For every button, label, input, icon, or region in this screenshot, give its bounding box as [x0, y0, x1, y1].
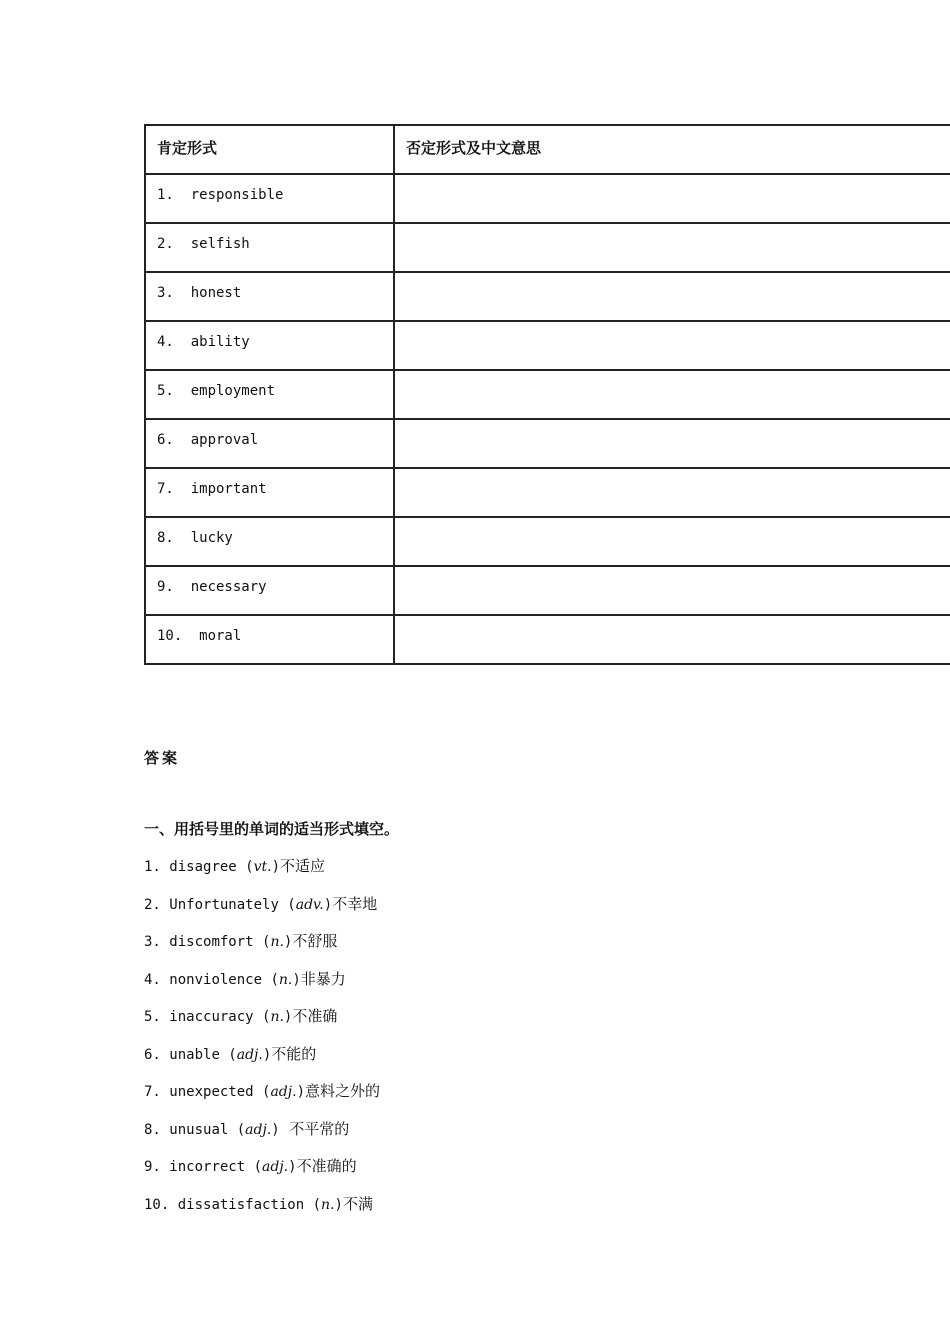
word-cell: 2. selfish — [145, 223, 394, 272]
item-number: 7. — [144, 1084, 161, 1100]
item-part-of-speech: adj. — [262, 1159, 289, 1175]
item-number: 5. — [144, 1009, 161, 1025]
section-title: 一、用括号里的单词的适当形式填空。 — [144, 820, 400, 838]
item-meaning: 不准确的 — [296, 1157, 357, 1175]
item-word: unusual — [169, 1121, 229, 1138]
item-word: incorrect — [169, 1159, 246, 1175]
list-item: 10. dissatisfaction (n.)不满 — [144, 1194, 373, 1213]
item-word: disagree — [169, 859, 237, 875]
item-part-of-speech: adv. — [295, 896, 324, 913]
item-meaning: 不幸地 — [332, 894, 378, 913]
word-cell: 6. approval — [145, 419, 394, 468]
list-item: 1. disagree (vt.)不适应 — [144, 857, 326, 875]
word-cell: 7. important — [145, 468, 394, 517]
item-number: 4. — [144, 971, 161, 988]
table-row — [145, 272, 950, 321]
item-part-of-speech: n. — [270, 934, 284, 950]
item-meaning: 不适应 — [280, 857, 326, 875]
list-item: 6. unable (adj.)不能的 — [144, 1044, 317, 1063]
item-part-of-speech: adj. — [236, 1046, 263, 1063]
item-part-of-speech: n. — [270, 1009, 284, 1025]
word-forms-table — [144, 124, 950, 665]
header-affirmative: 肯定形式 — [145, 125, 394, 174]
list-item: 3. discomfort (n.)不舒服 — [144, 932, 338, 950]
word-cell: 8. lucky — [145, 517, 394, 566]
table-row — [145, 517, 950, 566]
answer-cell[interactable] — [394, 615, 950, 664]
item-meaning: 不平常的 — [279, 1119, 350, 1138]
item-word: dissatisfaction — [177, 1196, 305, 1213]
item-part-of-speech: n. — [321, 1196, 335, 1213]
table-row — [145, 174, 950, 223]
table-row — [145, 566, 950, 615]
item-number: 2. — [144, 896, 161, 913]
item-part-of-speech: n. — [278, 971, 293, 988]
item-number: 3. — [144, 934, 161, 950]
table-row — [145, 615, 950, 664]
list-item: 4. nonviolence (n.)非暴力 — [144, 969, 346, 988]
item-meaning: 不能的 — [271, 1044, 317, 1063]
table-header-row — [145, 125, 950, 174]
item-number: 8. — [144, 1121, 161, 1138]
item-word: discomfort — [169, 934, 254, 950]
item-part-of-speech: adj. — [245, 1121, 272, 1138]
item-part-of-speech: adj. — [270, 1084, 297, 1100]
table-row — [145, 419, 950, 468]
item-word: Unfortunately — [169, 896, 279, 913]
word-cell: 9. necessary — [145, 566, 394, 615]
answer-cell[interactable] — [394, 419, 950, 468]
answer-cell[interactable] — [394, 272, 950, 321]
table-row — [145, 321, 950, 370]
item-number: 1. — [144, 859, 161, 875]
header-negative-meaning: 否定形式及中文意思 — [394, 125, 950, 174]
answer-cell[interactable] — [394, 174, 950, 223]
answer-list — [144, 856, 380, 1231]
item-meaning: 不准确 — [292, 1007, 338, 1025]
table-row — [145, 370, 950, 419]
item-meaning: 不满 — [342, 1194, 373, 1213]
item-number: 9. — [144, 1159, 161, 1175]
item-part-of-speech: vt. — [253, 859, 272, 875]
item-word: unexpected — [169, 1084, 254, 1100]
answer-cell[interactable] — [394, 223, 950, 272]
item-number: 6. — [144, 1046, 161, 1063]
answer-cell[interactable] — [394, 321, 950, 370]
item-word: unable — [169, 1046, 220, 1063]
item-meaning: 意料之外的 — [305, 1082, 381, 1100]
answer-cell[interactable] — [394, 468, 950, 517]
table-row — [145, 468, 950, 517]
item-meaning: 非暴力 — [300, 969, 346, 988]
answers-title: 答案 — [144, 749, 181, 767]
list-item: 9. incorrect (adj.)不准确的 — [144, 1157, 357, 1175]
answer-cell[interactable] — [394, 370, 950, 419]
word-cell: 3. honest — [145, 272, 394, 321]
list-item: 5. inaccuracy (n.)不准确 — [144, 1007, 338, 1025]
word-cell: 10. moral — [145, 615, 394, 664]
list-item: 2. Unfortunately (adv.)不幸地 — [144, 894, 378, 913]
word-cell: 4. ability — [145, 321, 394, 370]
list-item: 7. unexpected (adj.)意料之外的 — [144, 1082, 381, 1100]
item-word: nonviolence — [169, 971, 263, 988]
item-word: inaccuracy — [169, 1009, 254, 1025]
answer-cell[interactable] — [394, 566, 950, 615]
word-cell: 1. responsible — [145, 174, 394, 223]
list-item: 8. unusual (adj.) 不平常的 — [144, 1119, 350, 1138]
answer-cell[interactable] — [394, 517, 950, 566]
item-meaning: 不舒服 — [292, 932, 338, 950]
word-cell: 5. employment — [145, 370, 394, 419]
item-number: 10. — [144, 1196, 170, 1213]
table-row — [145, 223, 950, 272]
